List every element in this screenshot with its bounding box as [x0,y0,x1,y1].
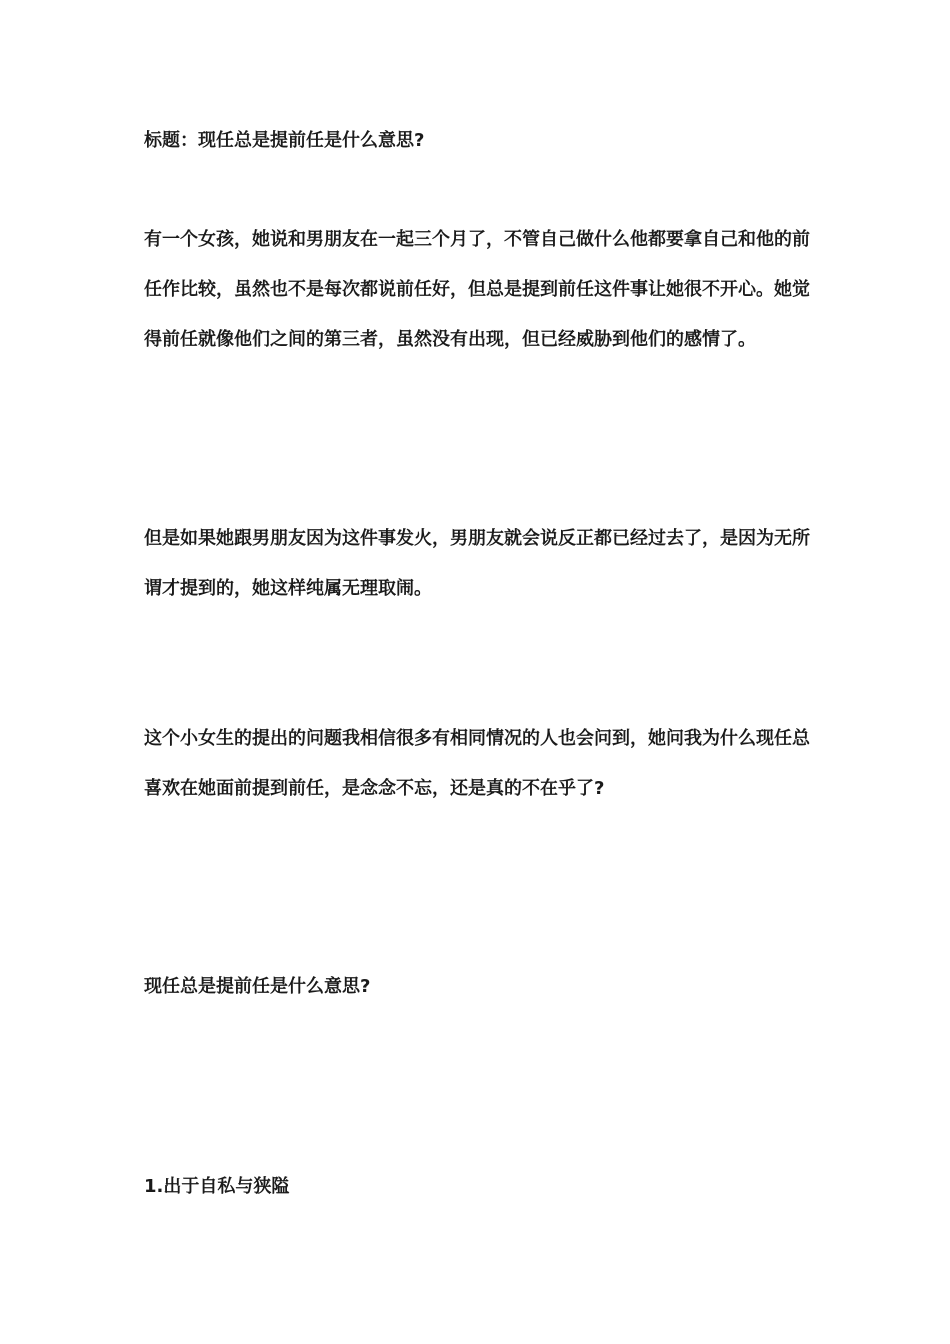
question-heading: 现任总是提前任是什么意思? [144,976,371,997]
paragraph-1: 有一个女孩，她说和男朋友在一起三个月了，不管自己做什么他都要拿自己和他的前任作比较，虽然也不是每次都说前任好，但总是提到前任这件事让她很不开心。她觉得前任就像他们之间的第三者，虽然没有出现，但已经威胁到他们的感情了。 [144,229,810,350]
document-title: 标题：现任总是提前任是什么意思? [144,130,425,151]
paragraph-3: 这个小女生的提出的问题我相信很多有相同情况的人也会问到，她问我为什么现任总喜欢在她面前提到前任，是念念不忘，还是真的不在乎了? [144,728,810,799]
section-1-heading: 1.出于自私与狭隘 [144,1176,290,1197]
paragraph-2: 但是如果她跟男朋友因为这件事发火，男朋友就会说反正都已经过去了，是因为无所谓才提到的，她这样纯属无理取闹。 [144,528,810,599]
